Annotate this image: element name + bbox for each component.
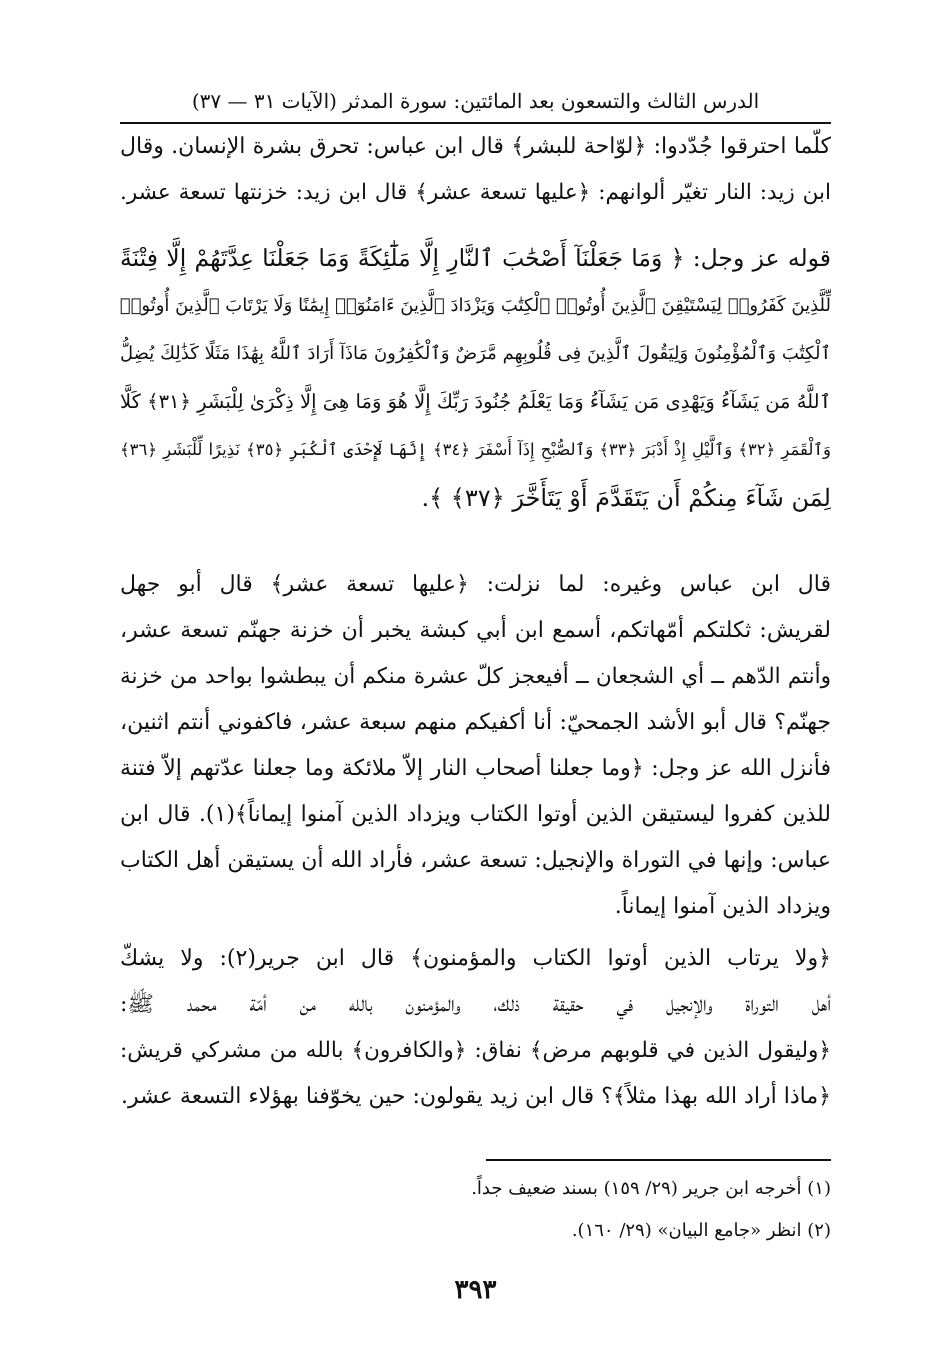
text-line: كلّما احترقوا جُدّدوا: ﴿لوّاحة للبشر﴾ قال ابن عباس: تحرق بشرة الإنسان. وقال — [120, 134, 831, 159]
text-line: جهنّم؟ قال أبو الأشد الجمحيّ: أنا أكفيكم منهم سبعة عشر، فاكفوني أنتم اثنين، — [120, 710, 831, 735]
text-line: لقريش: ثكلتكم أمّهاتكم، أسمع ابن أبي كبشة يخبر أن خزنة جهنّم تسعة عشر، — [120, 618, 831, 643]
text-line: ويزداد الذين آمنوا إيماناً. — [614, 894, 831, 919]
text-line: ﴿وليقول الذين في قلوبهم مرض﴾ نفاق: ﴿والكافرون﴾ بالله من مشركي قريش: — [120, 1038, 831, 1063]
text-line: ابن زيد: النار تغيّر ألوانهم: ﴿عليها تسعة عشر﴾ قال ابن زيد: خزنتها تسعة عشر. — [120, 180, 831, 205]
text-line: ﴿ولا يرتاب الذين أوتوا الكتاب والمؤمنون﴾ قال ابن جرير(٢): ولا يشكّ — [120, 946, 831, 971]
commentary-paragraph-2 — [120, 936, 831, 1120]
footnote: (١) أخرجه ابن جرير (٢٩/ ١٥٩) بسند ضعيف جداً. — [471, 1178, 831, 1199]
footnote: (٢) انظر «جامع البيان» (٢٩/ ١٦٠). — [571, 1220, 831, 1241]
page-number: ٣٩٣ — [454, 1275, 497, 1305]
text-line: وأنتم الدّهم ــ أي الشجعان ــ أفيعجز كلّ عشرة منكم أن يبطشوا بواحد من خزنة — [120, 664, 831, 689]
text-line: عباس: وإنها في التوراة والإنجيل: تسعة عشر، فأراد الله أن يستيقن أهل الكتاب — [120, 848, 831, 873]
commentary-paragraph-1 — [120, 562, 831, 930]
verse-line: ٱلْكِتَٰبَ وَٱلْمُؤْمِنُونَ وَلِيَقُولَ ٱلَّذِينَ فِى قُلُوبِهِم مَّرَضٌ وَٱلْكَٰفِرُونَ مَاذَآ أَرَادَ ٱللَّهُ بِهَٰذَا مَثَلًا كَذَٰلِكَ يُضِلُّ — [120, 343, 831, 364]
text-line: للذين كفروا ليستيقن الذين أوتوا الكتاب ويزداد الذين آمنوا إيماناً﴾(١). قال ابن — [120, 802, 831, 827]
running-header: الدرس الثالث والتسعون بعد المائتين: سورة المدثر (الآيات ٣١ — ٣٧) — [191, 89, 760, 113]
verse-line: قوله عز وجل: ﴿ وَمَا جَعَلْنَآ أَصْحَٰبَ ٱلنَّارِ إِلَّا مَلَٰٓئِكَةً وَمَا جَعَلْنَا عِدَّتَهُمْ إِلَّا فِتْنَةً — [120, 244, 831, 272]
footnote-rule — [486, 1159, 831, 1161]
verse-line: لِمَن شَآءَ مِنكُمْ أَن يَتَقَدَّمَ أَوْ يَتَأَخَّرَ ﴿٣٧﴾ ﴾. — [421, 484, 831, 512]
text-line: أهل التوراة والإنجيل في حقيقة ذلك، والمؤمنون بالله من أمّة محمد ﷺ: — [120, 992, 831, 1017]
footnotes — [120, 1168, 831, 1252]
verse-line: وَٱلْقَمَرِ ﴿٣٢﴾ وَٱلَّيْلِ إِذْ أَدْبَرَ ﴿٣٣﴾ وَٱلصُّبْحِ إِذَآ أَسْفَرَ ﴿٣٤﴾ إِنَّهَا لَإِحْدَى ٱلْكُبَرِ ﴿٣٥﴾ نَذِيرًا لِّلْبَشَرِ ﴿٣٦﴾ — [120, 440, 831, 459]
verse-line: ٱللَّهُ مَن يَشَآءُ وَيَهْدِى مَن يَشَآءُ وَمَا يَعْلَمُ جُنُودَ رَبِّكَ إِلَّا هُوَ وَمَا هِىَ إِلَّا ذِكْرَىٰ لِلْبَشَرِ ﴿٣١﴾ كَلَّا — [120, 390, 831, 413]
text-line: ﴿ماذا أراد الله بهذا مثلاً﴾؟ قال ابن زيد يقولون: حين يخوّفنا بهؤلاء التسعة عشر. — [121, 1084, 831, 1109]
quran-verses — [120, 234, 831, 522]
text-line: قال ابن عباس وغيره: لما نزلت: ﴿عليها تسعة عشر﴾ قال أبو جهل — [120, 572, 831, 597]
verse-line: لِّلَّذِينَ كَفَرُوا۟ لِيَسْتَيْقِنَ ٱلَّذِينَ أُوتُوا۟ ٱلْكِتَٰبَ وَيَزْدَادَ ٱلَّذِينَ ءَامَنُوٓا۟ إِيمَٰنًا وَلَا يَرْتَابَ ٱلَّذِينَ أُوتُوا۟ — [120, 295, 831, 316]
intro-paragraph — [120, 124, 831, 216]
text-line: فأنزل الله عز وجل: ﴿وما جعلنا أصحاب النار إلاّ ملائكة وما جعلنا عدّتهم إلاّ فتنة — [120, 756, 831, 781]
